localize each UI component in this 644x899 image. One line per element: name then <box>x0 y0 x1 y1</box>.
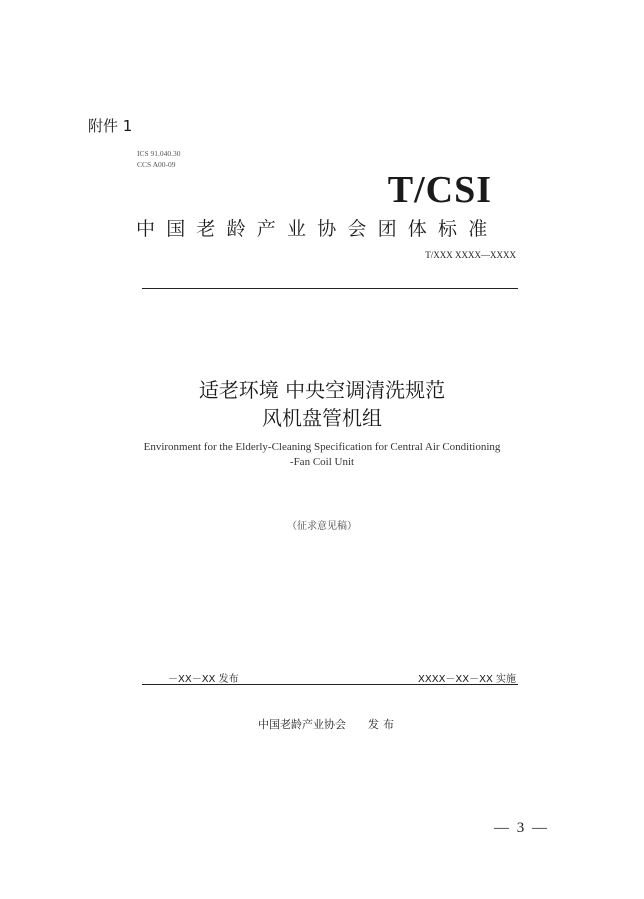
standard-number: T/XXX XXXX—XXXX <box>425 250 516 260</box>
english-title-line2: -Fan Coil Unit <box>289 456 355 468</box>
implement-date: XXXX－XX－XX 实施 <box>418 674 516 685</box>
issuer-name: 中国老龄产业协会 <box>258 718 346 731</box>
page-number: — 3 — <box>494 820 549 836</box>
draft-status: （征求意见稿） <box>287 521 357 532</box>
issuer-verb: 发布 <box>368 718 398 731</box>
document-title-line1: 适老环境 中央空调清洗规范 <box>198 378 446 402</box>
english-title-line1: Environment for the Elderly-Cleaning Specification for Central Air Conditioning <box>143 441 501 453</box>
ccs-code: CCS A00-09 <box>137 160 176 169</box>
header-divider <box>142 288 518 289</box>
organization-standard-title: 中国老龄产业协会团体标准 <box>136 218 499 240</box>
classification-codes <box>137 148 181 170</box>
attachment-label: 附件 1 <box>88 117 133 135</box>
standard-mark: T/CSI <box>387 169 492 211</box>
ics-code: ICS 91.040.30 <box>137 149 181 158</box>
publish-date: －XX－XX 发布 <box>168 674 239 685</box>
footer-divider <box>142 684 518 685</box>
document-title-line2: 风机盘管机组 <box>262 406 382 430</box>
